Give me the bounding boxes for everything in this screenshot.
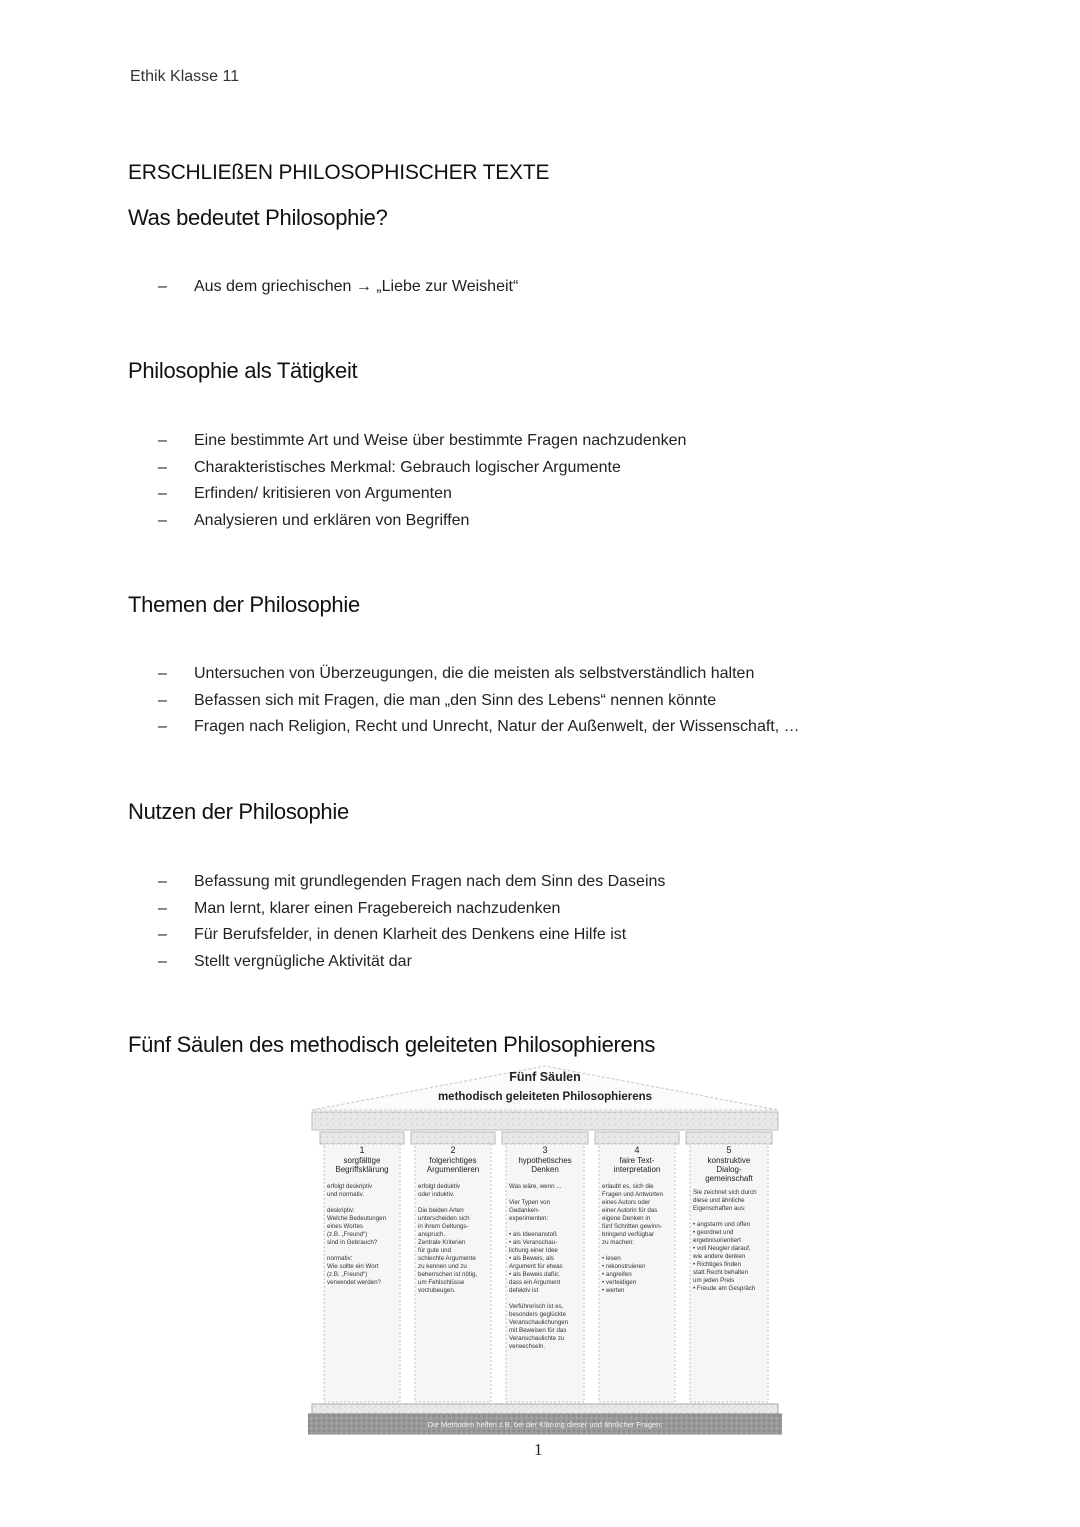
- pillar-title-line: folgerichtiges: [429, 1156, 477, 1165]
- pillar-text-line: statt Recht behalten: [693, 1269, 749, 1276]
- pillar-capital: [686, 1132, 772, 1144]
- pillar-title-line: Denken: [531, 1165, 559, 1174]
- pillar-text-line: zu kennen und zu: [418, 1263, 467, 1270]
- list-item: [158, 455, 686, 482]
- pillar-text-line: • rekonstruieren: [602, 1263, 646, 1270]
- pillar-text-line: • werten: [602, 1287, 625, 1294]
- list-item: [158, 869, 665, 896]
- list-item-text: Befassen sich mit Fragen, die man „den Sinn des Lebens“ nennen könnte: [194, 691, 717, 709]
- pillar-text-line: normativ:: [327, 1255, 353, 1262]
- pillar-text-line: mit Beweisen für das: [509, 1327, 567, 1334]
- page-number: 1: [534, 1440, 543, 1459]
- dash-bullet: –: [158, 899, 167, 917]
- base-step-top: [312, 1404, 778, 1414]
- pillar-text-line: erfolgt deduktiv: [418, 1183, 460, 1190]
- pillar-text-line: dass ein Argument: [509, 1279, 561, 1286]
- dash-bullet: –: [158, 485, 167, 502]
- pillar-text-line: besonders geglückte: [509, 1311, 567, 1318]
- pillar-title-line: Begriffsklärung: [335, 1165, 389, 1174]
- document-title: ERSCHLIEßEN PHILOSOPHISCHER TEXTE: [128, 161, 550, 184]
- pillar-text-line: bringend verfügbar: [602, 1231, 654, 1238]
- pillar-text-line: ergebnisorientiert: [693, 1237, 741, 1244]
- pillar-text-line: einer Autorin für das: [602, 1207, 658, 1214]
- list-item-text: Eine bestimmte Art und Weise über bestimmte Fragen nachzudenken: [194, 432, 687, 449]
- list-item: [158, 661, 800, 688]
- roof-subtitle: methodisch geleiteten Philosophierens: [437, 1091, 653, 1103]
- pillar-text-line: für gute und: [418, 1247, 452, 1254]
- five-pillars-figure: [308, 1064, 782, 1442]
- pillar-title-line: hypothetisches: [518, 1156, 572, 1165]
- list-item-text: Analysieren und erklären von Begriffen: [194, 511, 470, 529]
- list-item-text: Fragen nach Religion, Recht und Unrecht, Natur der Außenwelt, der Wissenschaft, …: [194, 718, 800, 735]
- pillar-text-line: sind in Gebrauch?: [327, 1239, 378, 1246]
- roof-title: Fünf Säulen: [509, 1070, 581, 1084]
- pillar-text-line: • Freude am Gespräch: [693, 1285, 756, 1292]
- dash-bullet: –: [158, 926, 167, 943]
- architrave: [312, 1112, 778, 1130]
- pillar-title-line: Argumentieren: [426, 1165, 480, 1174]
- list-item: [158, 688, 800, 715]
- pillar-text-line: Fragen und Antworten: [602, 1191, 663, 1198]
- list-item-text: Aus dem griechischen → „Liebe zur Weisheit“: [194, 278, 519, 295]
- pillar-text-line: • voll Neugier darauf,: [693, 1245, 751, 1252]
- pillar-text-line: verwechseln.: [509, 1343, 546, 1350]
- pillar-text-line: eigene Denken in: [602, 1215, 651, 1222]
- list-item-text: Man lernt, klarer einen Fragebereich nachzudenken: [194, 899, 561, 917]
- list-item: [158, 922, 665, 949]
- pillar-text-line: eines Autors oder: [602, 1199, 651, 1206]
- pillar-capital: [320, 1132, 404, 1144]
- pillar-text-line: Zentrale Kriterien: [418, 1239, 466, 1246]
- dash-bullet: –: [158, 458, 167, 476]
- pillar-text-line: • als Beweis dafür,: [509, 1271, 560, 1278]
- pillar-text-line: erlaubt es, sich die: [602, 1183, 654, 1190]
- dash-bullet: –: [158, 873, 167, 890]
- pillar-number: 3: [542, 1145, 548, 1155]
- pillar-text-line: Was wäre, wenn ...: [509, 1183, 562, 1190]
- pillar-2: [411, 1132, 495, 1402]
- list-item: [158, 508, 686, 535]
- pillar-number: 2: [450, 1145, 456, 1155]
- pillar-text-line: • angreifen: [602, 1271, 632, 1278]
- pillar-title-line: interpretation: [613, 1165, 661, 1174]
- pillar-text-line: Verführerisch ist es,: [509, 1303, 564, 1310]
- pillar-text-line: oder induktiv.: [418, 1191, 455, 1198]
- pillar-text-line: wie andere denken: [693, 1253, 746, 1260]
- pillar-text-line: lichung einer Idee: [509, 1247, 558, 1254]
- pillar-number: 4: [634, 1145, 640, 1155]
- list-item-text: Für Berufsfelder, in denen Klarheit des Denkens eine Hilfe ist: [194, 926, 627, 943]
- pillar-text-line: Gedanken-: [509, 1207, 540, 1214]
- pillar-text-line: Veranschaulichungen: [509, 1319, 569, 1326]
- list-item-text: Befassung mit grundlegenden Fragen nach dem Sinn des Daseins: [194, 873, 666, 890]
- temple-diagram: [308, 1064, 782, 1442]
- list-item-text: Charakteristisches Merkmal: Gebrauch logischer Argumente: [194, 458, 621, 476]
- list-themen: [158, 661, 800, 741]
- pillar-text-line: eines Wortes: [327, 1223, 363, 1230]
- pillar-text-line: • als Ideenanstoß: [509, 1231, 557, 1238]
- pillar-text-line: (z.B. „Freund“): [327, 1271, 368, 1278]
- pillar-text-line: fünf Schritten gewinn-: [602, 1223, 662, 1230]
- pillar-text-line: Wie sollte ein Wort: [327, 1263, 379, 1270]
- pillar-text-line: Die beiden Arten: [418, 1207, 464, 1214]
- pillar-text-line: Veranschaulichte zu: [509, 1335, 565, 1342]
- pillar-text-line: Eigenschaften aus:: [693, 1205, 746, 1212]
- list-item: [158, 714, 800, 741]
- list-item: [158, 481, 686, 508]
- dash-bullet: –: [158, 665, 167, 682]
- pillar-text-line: • als Beweis, als: [509, 1255, 554, 1262]
- pillar-text-line: um jeden Preis: [693, 1277, 735, 1284]
- pillar-title-line: gemeinschaft: [705, 1174, 753, 1183]
- list-item: [158, 274, 518, 301]
- pillar-text-line: • als Veranschau-: [509, 1239, 558, 1246]
- pillar-text-line: experimenten:: [509, 1215, 549, 1222]
- pillar-text-line: anspruch.: [418, 1231, 446, 1238]
- dash-bullet: –: [158, 511, 167, 529]
- pillar-text-line: • angstarm und offen: [693, 1221, 751, 1228]
- list-was-bedeutet: [158, 274, 518, 301]
- list-item-text: Stellt vergnügliche Aktivität dar: [194, 952, 412, 970]
- pillar-text-line: diese und ähnliche: [693, 1197, 745, 1204]
- pillar-text-line: (z.B. „Freund“): [327, 1231, 368, 1238]
- pillar-text-line: Vier Typen von: [509, 1199, 551, 1206]
- pillar-title-line: Dialog-: [716, 1165, 742, 1174]
- list-item-text: Untersuchen von Überzeugungen, die die meisten als selbstverständlich halten: [194, 665, 755, 682]
- pillar-text-line: in ihrem Geltungs-: [418, 1223, 469, 1230]
- list-nutzen: [158, 869, 665, 975]
- dash-bullet: –: [158, 432, 167, 449]
- pillar-text-line: um Fehlschlüsse: [418, 1279, 465, 1286]
- pillar-capital: [411, 1132, 495, 1144]
- pillar-text-line: deskriptiv:: [327, 1207, 355, 1214]
- pillar-title-line: sorgfältige: [343, 1156, 381, 1165]
- dash-bullet: –: [158, 718, 167, 735]
- pillar-capital: [595, 1132, 679, 1144]
- list-item: [158, 428, 686, 455]
- heading-was-bedeutet-philosophie: Was bedeutet Philosophie?: [128, 205, 388, 230]
- pillar-text-line: • geordnet und: [693, 1229, 734, 1236]
- pillar-text-line: • verteidigen: [602, 1279, 637, 1286]
- pillar-text-line: schlechte Argumente: [418, 1255, 476, 1262]
- pillar-text-line: zu machen:: [602, 1239, 634, 1246]
- pillar-text-line: beherrschen ist nötig,: [418, 1271, 478, 1278]
- pillar-4: [595, 1132, 679, 1402]
- pillar-title-line: faire Text-: [619, 1156, 655, 1165]
- dash-bullet: –: [158, 691, 167, 709]
- heading-themen-der-philosophie: Themen der Philosophie: [128, 592, 360, 617]
- heading-nutzen-der-philosophie: Nutzen der Philosophie: [128, 799, 349, 824]
- pillar-capital: [502, 1132, 588, 1144]
- pillar-text-line: vorzubeugen.: [418, 1287, 456, 1294]
- pillar-text-line: defektiv ist: [509, 1287, 539, 1294]
- pillar-title-line: konstruktive: [707, 1156, 751, 1165]
- dash-bullet: –: [158, 952, 167, 970]
- pillar-text-line: und normativ.: [327, 1191, 365, 1198]
- pillar-text-line: Welche Bedeutungen: [327, 1215, 387, 1222]
- list-item: [158, 896, 665, 923]
- pillar-text-line: Sie zeichnet sich durch: [693, 1189, 757, 1196]
- pillar-text-line: Argument für etwas: [509, 1263, 563, 1270]
- pillar-number: 1: [359, 1145, 365, 1155]
- pillar-text-line: verwendet werden?: [327, 1279, 382, 1286]
- heading-philosophie-als-taetigkeit: Philosophie als Tätigkeit: [128, 358, 358, 383]
- pillar-text-line: • lesen: [602, 1255, 621, 1262]
- pillar-text-line: • Richtiges finden: [693, 1261, 741, 1268]
- pillar-number: 5: [726, 1145, 732, 1155]
- list-item: [158, 949, 665, 976]
- pillar-text-line: unterscheiden sich: [418, 1215, 470, 1222]
- list-taetigkeit: [158, 428, 686, 534]
- page-header: Ethik Klasse 11: [130, 68, 240, 85]
- base-caption: Die Methoden helfen z.B. bei der Klärung dieser und ähnlicher Fragen:: [427, 1420, 663, 1429]
- pillar-5: [686, 1132, 772, 1402]
- dash-bullet: –: [158, 278, 167, 295]
- pillar-3: [502, 1132, 588, 1402]
- pillar-1: [320, 1132, 404, 1402]
- heading-fuenf-saeulen: Fünf Säulen des methodisch geleiteten Philosophierens: [128, 1032, 656, 1057]
- pillar-text-line: erfolgt deskriptiv: [327, 1183, 373, 1190]
- list-item-text: Erfinden/ kritisieren von Argumenten: [194, 485, 452, 502]
